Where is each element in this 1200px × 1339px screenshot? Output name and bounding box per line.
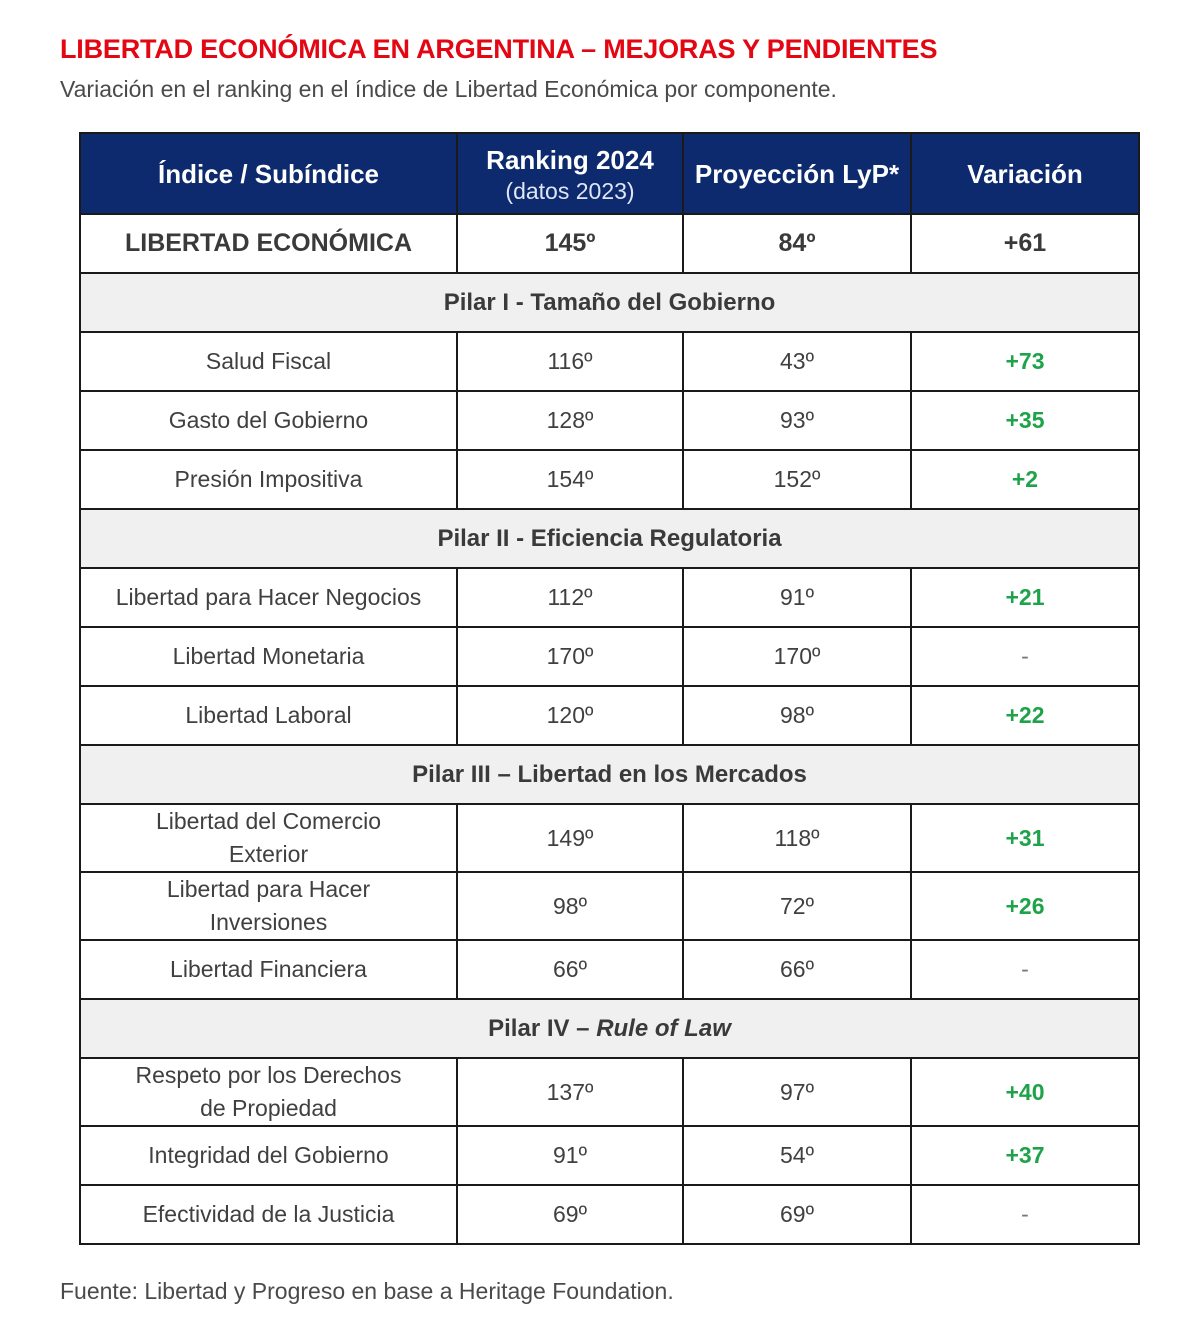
subindex-name: Salud Fiscal: [80, 332, 457, 391]
header-variacion: [911, 133, 1139, 214]
pilar-label-text: Pilar I - Tamaño del Gobierno: [443, 288, 776, 316]
header-ranking-label: Ranking 2024: [486, 144, 654, 175]
variacion-value: +31: [911, 804, 1139, 872]
table-row: [80, 1185, 1139, 1244]
subindex-name: Libertad para Hacer Negocios: [80, 568, 457, 627]
variacion-value: +40: [911, 1058, 1139, 1126]
variacion-value: +37: [911, 1126, 1139, 1185]
subindex-name: Libertad Monetaria: [80, 627, 457, 686]
table-header-row: [80, 133, 1139, 214]
subindex-name: Presión Impositiva: [80, 450, 457, 509]
main-index-variacion: +61: [911, 214, 1139, 273]
table-row: [80, 450, 1139, 509]
subindex-name: Libertad Laboral: [80, 686, 457, 745]
subindex-name: Libertad Financiera: [80, 940, 457, 999]
pilar-label-text: Pilar III – Libertad en los Mercados: [412, 760, 807, 788]
proyeccion-value: 118º: [683, 804, 911, 872]
header-variacion-label: Variación: [967, 158, 1083, 189]
pilar-label-text: Pilar II - Eficiencia Regulatoria: [437, 524, 782, 552]
ranking-value: 170º: [457, 627, 683, 686]
ranking-value: 120º: [457, 686, 683, 745]
pilar-label: [80, 999, 1139, 1058]
variacion-value: +35: [911, 391, 1139, 450]
main-index-name: LIBERTAD ECONÓMICA: [80, 214, 457, 273]
pilar-label: [80, 745, 1139, 804]
proyeccion-value: 54º: [683, 1126, 911, 1185]
main-index-ranking: 145º: [457, 214, 683, 273]
proyeccion-value: 91º: [683, 568, 911, 627]
proyeccion-value: 97º: [683, 1058, 911, 1126]
table-row: [80, 686, 1139, 745]
variacion-value: -: [911, 940, 1139, 999]
table-row: [80, 391, 1139, 450]
variacion-value: -: [911, 627, 1139, 686]
header-proyeccion: [683, 133, 911, 214]
header-proyeccion-label: Proyección LyP*: [694, 158, 900, 189]
proyeccion-value: 69º: [683, 1185, 911, 1244]
header-ranking: [457, 133, 683, 214]
table-row: [80, 872, 1139, 940]
variacion-value: -: [911, 1185, 1139, 1244]
ranking-value: 69º: [457, 1185, 683, 1244]
pilar-label: [80, 273, 1139, 332]
ranking-value: 116º: [457, 332, 683, 391]
table-body: [80, 214, 1139, 1244]
pilar-header-row: [80, 745, 1139, 804]
table-row: [80, 1058, 1139, 1126]
page-subtitle: Variación en el ranking en el índice de Libertad Económica por componente.: [60, 76, 837, 102]
ranking-value: 137º: [457, 1058, 683, 1126]
variacion-value: +26: [911, 872, 1139, 940]
header-indice-label: Índice / Subíndice: [157, 158, 380, 189]
ranking-value: 91º: [457, 1126, 683, 1185]
proyeccion-value: 72º: [683, 872, 911, 940]
proyeccion-value: 66º: [683, 940, 911, 999]
subindex-name: Efectividad de la Justicia: [80, 1185, 457, 1244]
table-row: [80, 568, 1139, 627]
table-row: [80, 940, 1139, 999]
table-row: [80, 332, 1139, 391]
main-index-proyeccion: 84º: [683, 214, 911, 273]
variacion-value: +21: [911, 568, 1139, 627]
pilar-label-text: Pilar IV –: [488, 1014, 597, 1042]
ranking-value: 112º: [457, 568, 683, 627]
ranking-value: 154º: [457, 450, 683, 509]
main-index-row: [80, 214, 1139, 273]
header-indice: [80, 133, 457, 214]
proyeccion-value: 152º: [683, 450, 911, 509]
ranking-value: 98º: [457, 872, 683, 940]
proyeccion-value: 93º: [683, 391, 911, 450]
ranking-value: 66º: [457, 940, 683, 999]
pilar-header-row: [80, 999, 1139, 1058]
subindex-name: Libertad del Comercio Exterior: [80, 804, 457, 872]
subindex-name: Integridad del Gobierno: [80, 1126, 457, 1185]
variacion-value: +73: [911, 332, 1139, 391]
page-title: LIBERTAD ECONÓMICA EN ARGENTINA – MEJORAS Y PENDIENTES: [60, 34, 938, 64]
subindex-name: Respeto por los Derechos de Propiedad: [80, 1058, 457, 1126]
ranking-value: 149º: [457, 804, 683, 872]
proyeccion-value: 170º: [683, 627, 911, 686]
header-ranking-sublabel: (datos 2023): [505, 177, 635, 204]
pilar-header-row: [80, 273, 1139, 332]
ranking-table: [79, 132, 1140, 1245]
table-row: [80, 804, 1139, 872]
pilar-header-row: [80, 509, 1139, 568]
ranking-value: 128º: [457, 391, 683, 450]
source-note: Fuente: Libertad y Progreso en base a Heritage Foundation.: [60, 1278, 674, 1304]
variacion-value: +2: [911, 450, 1139, 509]
subindex-name: Gasto del Gobierno: [80, 391, 457, 450]
table-row: [80, 627, 1139, 686]
pilar-label: [80, 509, 1139, 568]
subindex-name: Libertad para Hacer Inversiones: [80, 872, 457, 940]
variacion-value: +22: [911, 686, 1139, 745]
proyeccion-value: 43º: [683, 332, 911, 391]
proyeccion-value: 98º: [683, 686, 911, 745]
table-row: [80, 1126, 1139, 1185]
pilar-label-italic: Rule of Law: [596, 1014, 731, 1042]
